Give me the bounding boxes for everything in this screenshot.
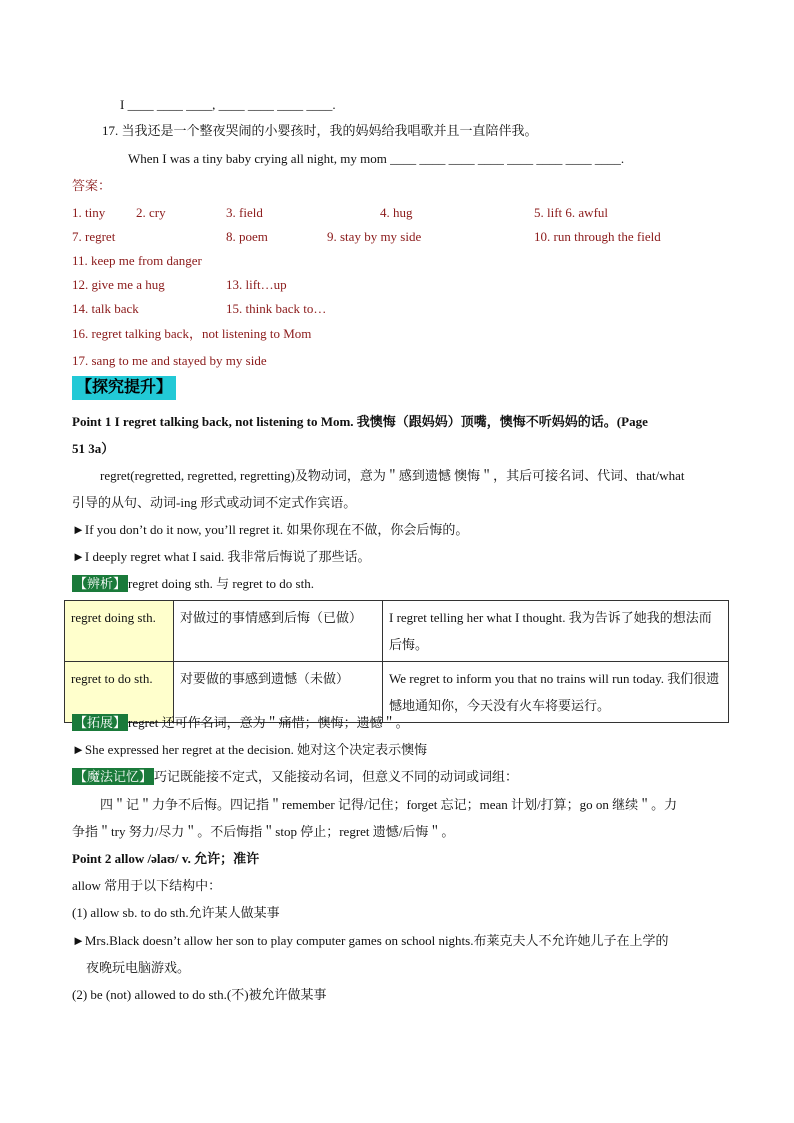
- section-heading: 【探究提升】: [72, 376, 176, 400]
- table-cell: 对要做的事感到遗憾（未做）: [174, 662, 383, 723]
- answer-item: 13. lift…up: [226, 277, 287, 292]
- table-cell: We regret to inform you that no trains will run today. 我们很遗憾地通知你，今天没有火车将要运行。: [383, 662, 729, 723]
- answer-item: 3. field: [226, 205, 263, 220]
- answer-item: 1. tiny: [72, 205, 106, 220]
- answer-item: 12. give me a hug: [72, 277, 165, 292]
- answer-item: 17. sang to me and stayed by my side: [72, 353, 267, 368]
- answer-item: 11. keep me from danger: [72, 253, 202, 268]
- bianxi-row: [72, 575, 314, 593]
- example-sentence: ►If you don’t do it now, you’ll regret it. 如果你现在不做，你会后悔的。: [72, 522, 469, 537]
- answer-item: 8. poem: [226, 229, 268, 244]
- point2-structure: (1) allow sb. to do sth.允许某人做某事: [72, 905, 280, 920]
- tuozhan-tag: 【拓展】: [74, 715, 127, 730]
- point1-title: Point 1 I regret talking back, not listening to Mom. 我懊悔（跟妈妈）顶嘴，懊悔不听妈妈的话。(Page: [72, 414, 648, 429]
- answer-item: 9. stay by my side: [327, 229, 422, 244]
- mofa-text: 巧记既能接不定式，又能接动名词，但意义不同的动词或词组：: [154, 769, 519, 784]
- answer-item: 14. talk back: [72, 301, 139, 316]
- question-17: 17. 当我还是一个整夜哭闹的小婴孩时，我的妈妈给我唱歌并且一直陪伴我。: [102, 123, 538, 138]
- tuozhan-text: regret 还可作名词，意为＂痛惜；懊悔；遗憾＂。: [128, 715, 409, 730]
- mofa-line: 四＂记＂力争不后悔。四记指＂remember 记得/记住；forget 忘记；mean 计划/打算；go on 继续＂。力: [100, 797, 678, 812]
- tuozhan-row: [72, 714, 409, 732]
- question-17-english: When I was a tiny baby crying all night, my mom ____ ____ ____ ____ ____ ____ ____ ____.: [128, 151, 625, 166]
- point2-desc: allow 常用于以下结构中：: [72, 878, 222, 893]
- answer-item: 15. think back to…: [226, 301, 327, 316]
- mofa-row: [72, 768, 518, 786]
- answer-item: 4. hug: [380, 205, 413, 220]
- bianxi-tag: 【辨析】: [74, 576, 127, 591]
- answer-item: 2. cry: [136, 205, 166, 220]
- point1-title-cont: 51 3a）: [72, 441, 115, 456]
- example-sentence-cont: 夜晚玩电脑游戏。: [86, 960, 191, 975]
- example-sentence: ►She expressed her regret at the decision. 她对这个决定表示懊悔: [72, 742, 428, 757]
- fill-in-line-i: I ____ ____ ____, ____ ____ ____ ____.: [120, 97, 336, 112]
- point2-structure: (2) be (not) allowed to do sth.(不)被允许做某事: [72, 987, 327, 1002]
- point1-desc: regret(regretted, regretted, regretting)及物动词，意为＂感到遗憾 懊悔＂，其后可接名词、代词、that/what: [100, 468, 685, 483]
- mofa-line: 争指＂try 努力/尽力＂。不后悔指＂stop 停止；regret 遗憾/后悔＂。: [72, 824, 455, 839]
- answer-item: 16. regret talking back，not listening to Mom: [72, 326, 312, 341]
- answer-item: 7. regret: [72, 229, 116, 244]
- answer-item: 10. run through the field: [534, 229, 661, 244]
- bianxi-text: regret doing sth. 与 regret to do sth.: [128, 576, 314, 591]
- answer-item: 5. lift 6. awful: [534, 205, 609, 220]
- point2-title: Point 2 allow /əlaʊ/ v. 允许；准许: [72, 851, 260, 866]
- table-cell: 对做过的事情感到后悔（已做）: [174, 601, 383, 662]
- answers-label: 答案：: [72, 178, 112, 193]
- table-cell: regret doing sth.: [65, 601, 174, 662]
- table-cell: regret to do sth.: [65, 662, 174, 723]
- table-row: [65, 601, 729, 662]
- example-sentence: ►I deeply regret what I said. 我非常后悔说了那些话。: [72, 549, 371, 564]
- example-sentence: ►Mrs.Black doesn’t allow her son to play computer games on school nights.布莱克夫人不允许她儿子在上学的: [72, 933, 669, 948]
- comparison-table: [64, 600, 729, 723]
- mofa-tag: 【魔法记忆】: [74, 769, 153, 784]
- point1-desc-cont: 引导的从句、动词-ing 形式或动词不定式作宾语。: [72, 495, 357, 510]
- table-cell: I regret telling her what I thought. 我为告诉了她我的想法而后悔。: [383, 601, 729, 662]
